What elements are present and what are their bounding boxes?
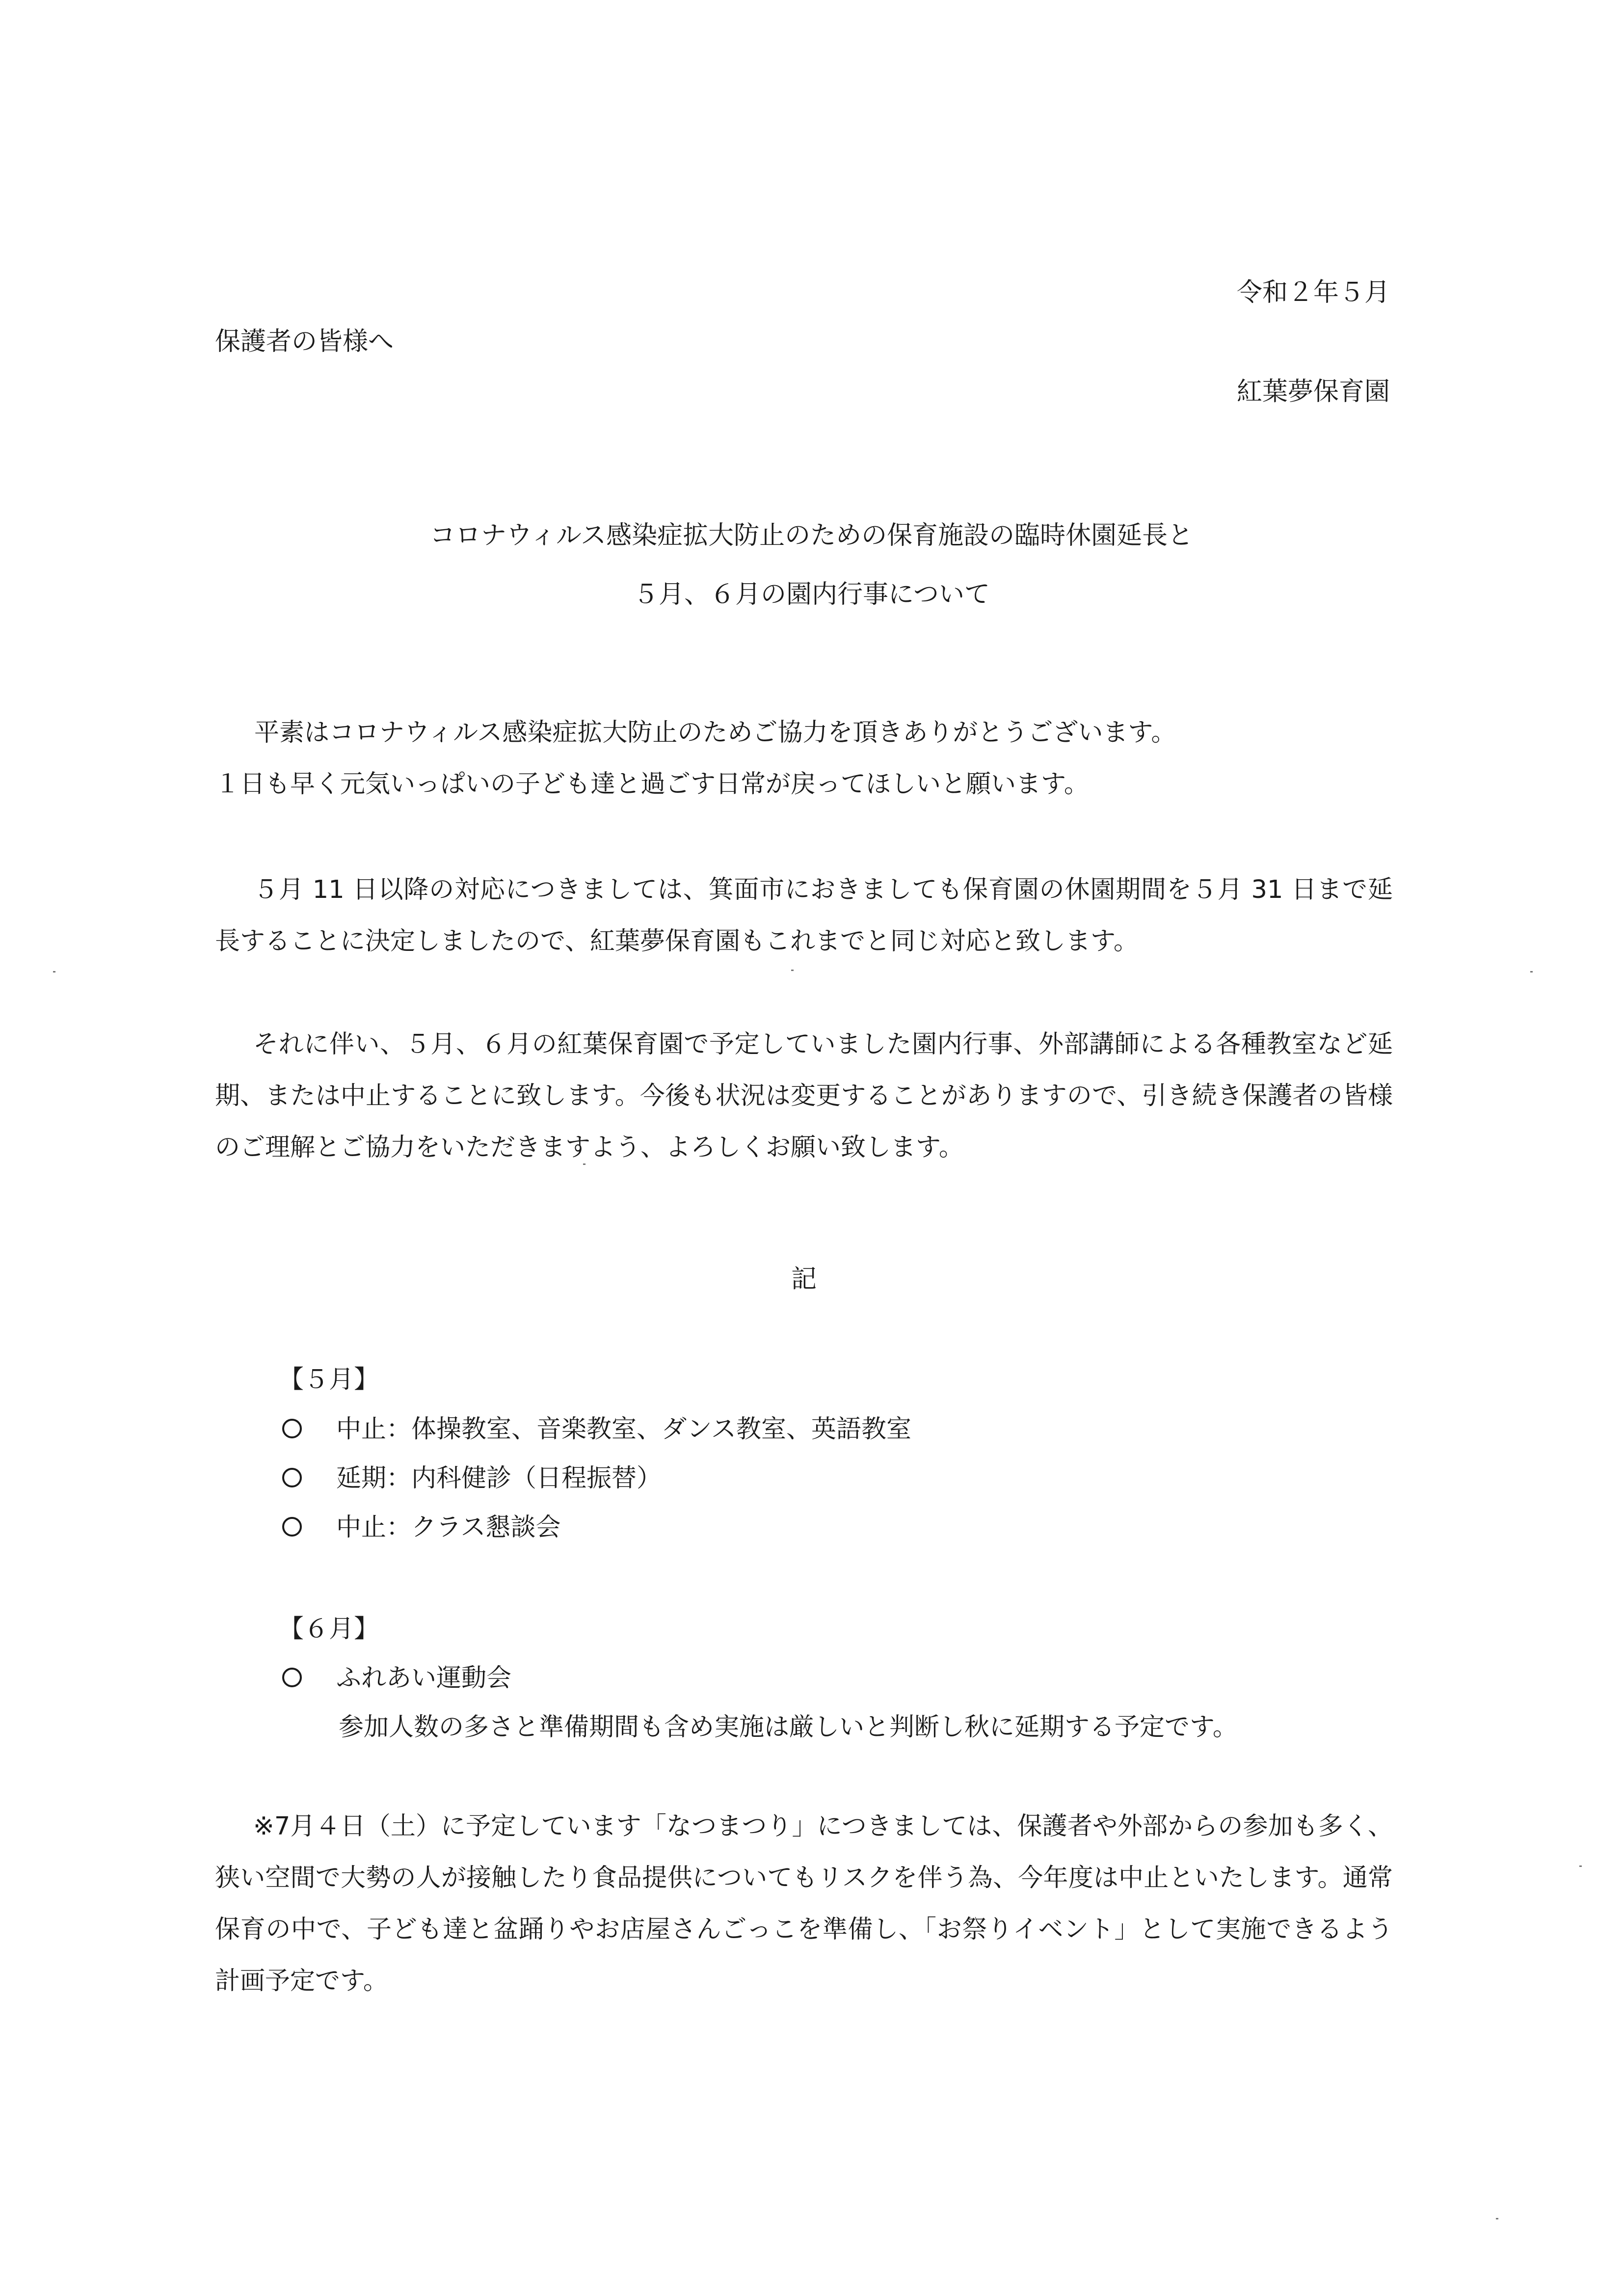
may-heading: 【５月】 (279, 1365, 379, 1394)
scan-speck (583, 1163, 585, 1165)
footnote-summer-festival: ※7月４日（土）に予定しています「なつまつり」につきましては、保護者や外部からの参加も多く、狭い空間で大勢の人が接触したり食品提供についてもリスクを伴う為、今年度は中止といたします。通常保育の中で、子ども達と盆踊りやお店屋さんごっこを準備し、「お祭りイベント」として実施できるよう計画予定です。 (215, 1812, 1393, 1996)
letter-recipient: 保護者の皆様へ (215, 327, 394, 356)
scan-speck (1496, 2218, 1498, 2219)
june-heading: 【６月】 (279, 1615, 379, 1644)
scan-speck (1530, 971, 1533, 972)
circle-bullet-icon (282, 1517, 302, 1537)
scan-speck (53, 971, 55, 972)
ki-mark: 記 (791, 1265, 817, 1294)
letter-title-line1: コロナウィルス感染症拡大防止のための保育施設の臨時休園延長と (429, 521, 1194, 550)
list-item: 延期：内科健診（日程振替） (282, 1461, 662, 1496)
greeting-line2: １日も早く元気いっぱいの子ども達と過ごす日常が戻ってほしいと願います。 (215, 770, 1089, 799)
circle-bullet-icon (282, 1668, 302, 1687)
letter-sender: 紅葉夢保育園 (1236, 377, 1390, 406)
letter-date: 令和２年５月 (1236, 278, 1390, 307)
letter-title-line2: ５月、６月の園内行事について (633, 580, 990, 609)
scan-speck (791, 970, 794, 971)
paragraph-events-cancelled: それに伴い、５月、６月の紅葉保育園で予定していました園内行事、外部講師による各種教室など延期、または中止することに致します。今後も状況は変更することがありますので、引き続き保護者の皆様のご理解とご協力をいただきますよう、よろしくお願い致します。 (215, 1030, 1393, 1162)
circle-bullet-icon (282, 1468, 302, 1487)
june-note: 参加人数の多さと準備期間も含め実施は厳しいと判断し秋に延期する予定です。 (339, 1713, 1238, 1742)
list-item: ふれあい運動会 (282, 1661, 511, 1696)
list-item: 中止：体操教室、音楽教室、ダンス教室、英語教室 (282, 1412, 911, 1447)
list-item: 中止：クラス懇談会 (282, 1510, 560, 1545)
scan-speck (1579, 1865, 1582, 1867)
circle-bullet-icon (282, 1419, 302, 1438)
greeting-line1: 平素はコロナウィルス感染症拡大防止のためご協力を頂きありがとうございます。 (254, 718, 1176, 747)
paragraph-closure-extension: ５月 11 日以降の対応につきましては、箕面市におきましても保育園の休園期間を５月 31 日まで延長することに決定しましたので、紅葉夢保育園もこれまでと同じ対応と致します。 (215, 875, 1393, 956)
